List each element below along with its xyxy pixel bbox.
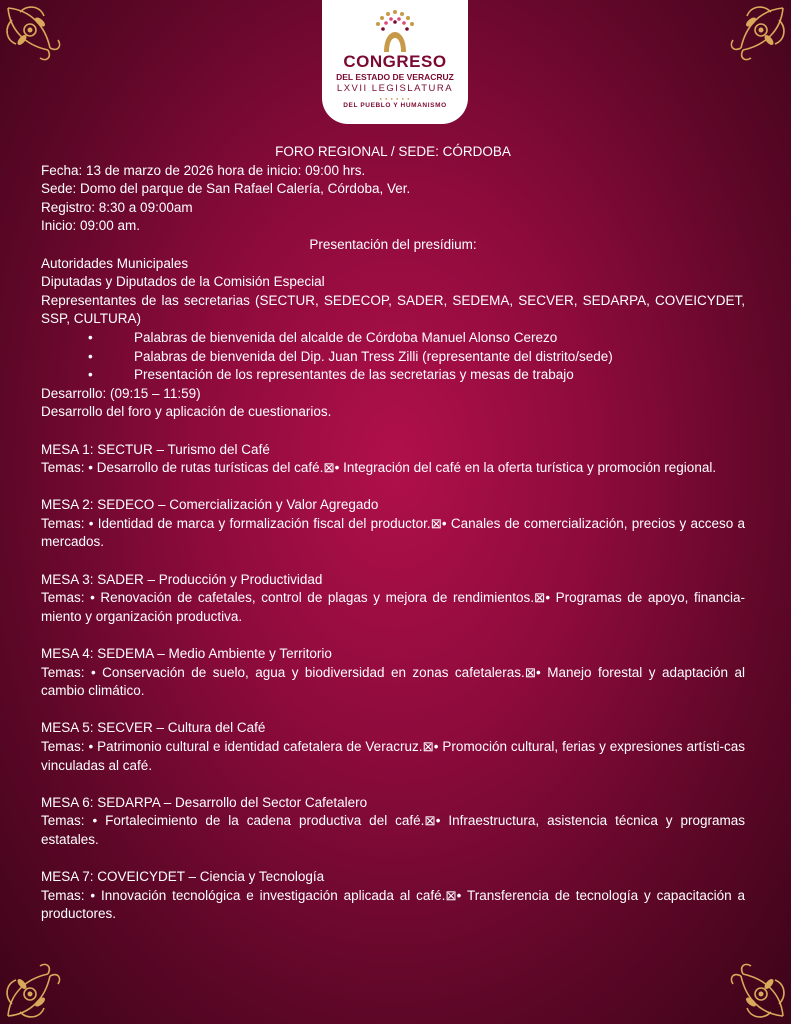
mesa-temas: Temas: • Fortalecimiento de la cadena productiva del café.⊠• Infraestructura, asistencia técnica y programas estatales. [41,813,745,847]
mesa-title: MESA 5: SECVER – Cultura del Café [41,720,266,736]
presidium-line: Autoridades Municipales [41,255,189,271]
logo-subtitle-legislature: LXVII LEGISLATURA [336,83,454,94]
mesa-section [41,794,745,850]
mesa-section [41,441,745,478]
mesa-section [41,645,745,701]
logo-dots-divider: ● ● ● ● ● ● [379,96,411,101]
list-item [41,348,745,367]
desarrollo-time: Desarrollo: (09:15 – 11:59) [41,385,201,401]
page-title: FORO REGIONAL / SEDE: CÓRDOBA [275,144,511,159]
desarrollo-desc: Desarrollo del foro y aplicación de cuestionarios. [41,404,332,420]
mesa-section [41,719,745,775]
document-body [41,143,745,924]
corner-ornament-bottom-left [0,934,90,1024]
presidium-bullet-list [41,329,745,385]
mesa-temas: Temas: • Identidad de marca y formalización fiscal del productor.⊠• Canales de comercialización, precios y acceso a mercados. [41,515,745,550]
list-item-text: Palabras de bienvenida del alcalde de Córdoba Manuel Alonso Cerezo [134,329,558,345]
mesa-title: MESA 6: SEDARPA – Desarrollo del Sector Cafetalero [41,794,368,810]
info-fecha: Fecha: 13 de marzo de 2026 hora de inicio: 09:00 hrs. [41,162,366,178]
bullet-icon: • [88,348,93,364]
logo-motto: DEL PUEBLO Y HUMANISMO [343,102,447,109]
list-item [41,366,745,385]
logo-title: CONGRESO [343,52,447,71]
info-inicio: Inicio: 09:00 am. [41,218,141,234]
mesa-temas: Temas: • Renovación de cafetales, control de plagas y mejora de rendimientos.⊠• Programas de apoyo, financia-miento y organización productiva. [41,590,745,624]
list-item-text: Palabras de bienvenida del Dip. Juan Tress Zilli (representante del distrito/sede) [134,348,613,364]
presidium-line: Representantes de las secretarias (SECTUR, SEDECOP, SADER, SEDEMA, SECVER, SEDARPA, COVEICYDET, SSP, CULTURA) [41,292,745,327]
mesa-title: MESA 4: SEDEMA – Medio Ambiente y Territorio [41,646,332,662]
list-item-text: Presentación de los representantes de las secretarias y mesas de trabajo [134,367,574,383]
mesa-section [41,868,745,924]
list-item [41,329,745,348]
logo-subtitle-state: DEL ESTADO DE VERACRUZ [336,72,454,82]
congress-logo-icon [370,8,420,54]
bullet-icon: • [88,367,93,383]
corner-ornament-top-left [0,0,90,90]
mesa-section [41,496,745,552]
mesa-section [41,571,745,627]
mesa-title: MESA 7: COVEICYDET – Ciencia y Tecnología [41,869,325,885]
mesa-title: MESA 3: SADER – Producción y Productividad [41,571,323,587]
mesa-temas: Temas: • Desarrollo de rutas turísticas del café.⊠• Integración del café en la oferta turística y promoción regional. [41,460,717,476]
info-registro: Registro: 8:30 a 09:00am [41,199,193,215]
presidium-line: Diputadas y Diputados de la Comisión Especial [41,274,325,290]
mesa-title: MESA 1: SECTUR – Turismo del Café [41,441,270,457]
bullet-icon: • [88,329,93,345]
mesa-temas: Temas: • Innovación tecnológica e investigación aplicada al café.⊠• Transferencia de tecnología y capacitación a productores. [41,887,745,922]
corner-ornament-top-right [701,0,791,90]
presidium-heading: Presentación del presídium: [309,236,477,252]
congress-logo [322,0,468,124]
corner-ornament-bottom-right [701,934,791,1024]
info-sede: Sede: Domo del parque de San Rafael Calería, Córdoba, Ver. [41,181,411,197]
mesa-temas: Temas: • Patrimonio cultural e identidad cafetalera de Veracruz.⊠• Promoción cultural, ferias y expresiones artísti-cas vinculadas al café. [41,739,745,773]
mesa-temas: Temas: • Conservación de suelo, agua y biodiversidad en zonas cafetaleras.⊠• Manejo forestal y adaptación al cambio climático. [41,664,745,699]
mesa-title: MESA 2: SEDECO – Comercialización y Valor Agregado [41,497,379,513]
